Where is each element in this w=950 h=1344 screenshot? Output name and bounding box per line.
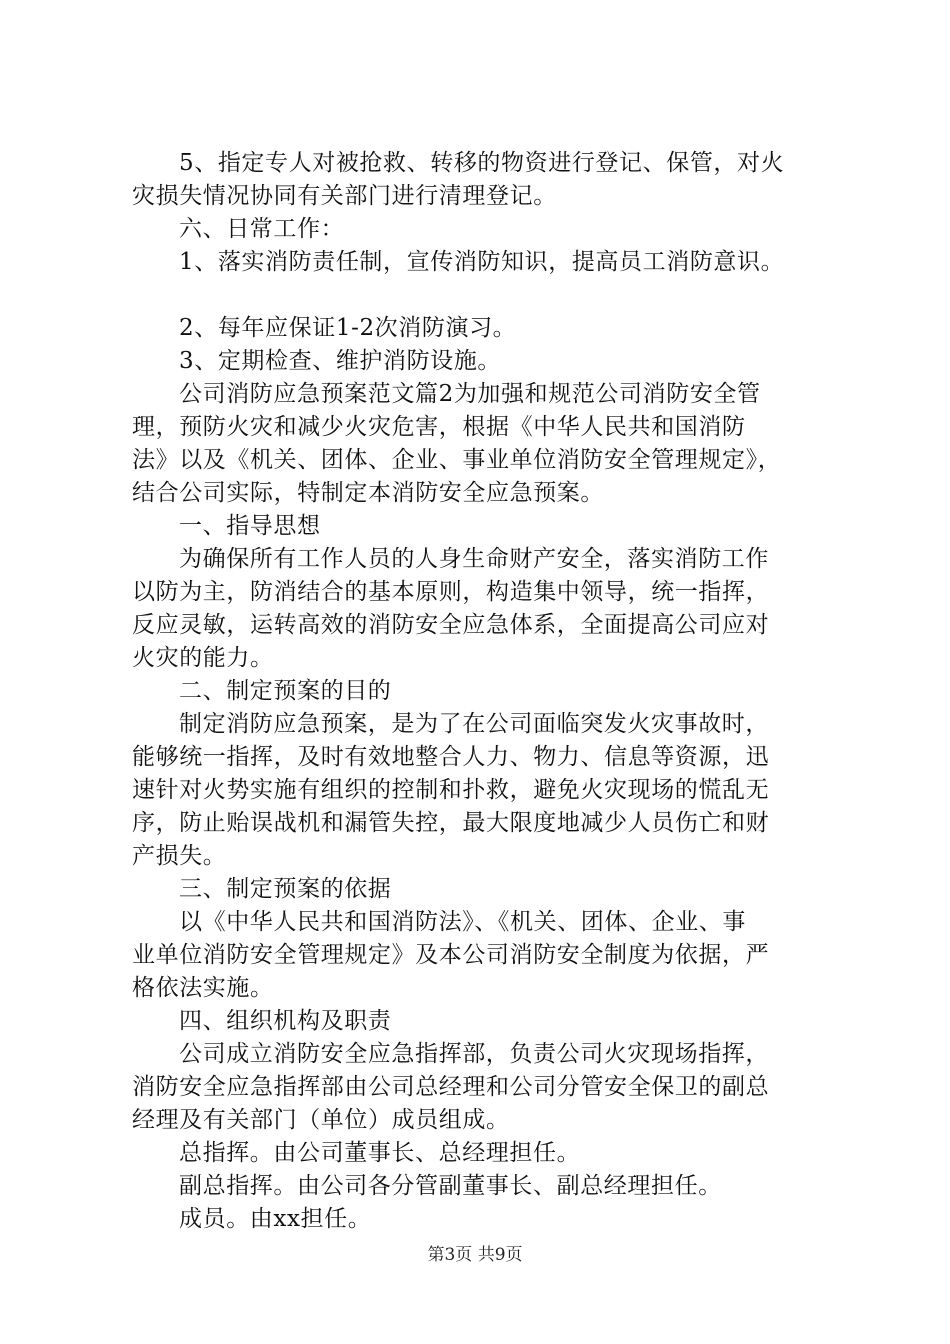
text-line: 1、落实消防责任制，宣传消防知识，提高员工消防意识。 xyxy=(179,249,785,275)
text-line: 3、定期检查、维护消防设施。 xyxy=(179,348,502,374)
text-line: 制定消防应急预案，是为了在公司面临突发火灾事故时， xyxy=(179,711,769,737)
text-line: 格依法实施。 xyxy=(132,975,274,1001)
text-line: 火灾的能力。 xyxy=(132,645,274,671)
page-number-footer: 第3页 共9页 xyxy=(427,1245,523,1265)
section-heading: 三、制定预案的依据 xyxy=(179,876,392,902)
text-line: 经理及有关部门（单位）成员组成。 xyxy=(132,1107,510,1133)
text-line: 5、指定专人对被抢救、转移的物资进行登记、保管，对火 xyxy=(179,150,785,176)
document-body xyxy=(132,147,832,1236)
text-line: 公司消防应急预案范文篇2为加强和规范公司消防安全管 xyxy=(179,381,761,407)
text-line: 为确保所有工作人员的人身生命财产安全，落实消防工作 xyxy=(179,546,769,572)
text-line: 业单位消防安全管理规定》及本公司消防安全制度为依据，严 xyxy=(132,942,770,968)
text-line: 产损失。 xyxy=(132,843,227,869)
blank-line xyxy=(132,279,832,312)
text-line: 序，防止贻误战机和漏管失控，最大限度地减少人员伤亡和财 xyxy=(132,810,770,836)
text-line: 消防安全应急指挥部由公司总经理和公司分管安全保卫的副总 xyxy=(132,1074,770,1100)
text-line: 2、每年应保证1-2次消防演习。 xyxy=(179,315,517,341)
section-heading: 六、日常工作： xyxy=(179,216,345,242)
text-line: 能够统一指挥，及时有效地整合人力、物力、信息等资源，迅 xyxy=(132,744,770,770)
text-line: 公司成立消防安全应急指挥部，负责公司火灾现场指挥， xyxy=(179,1041,769,1067)
text-line: 法》以及《机关、团体、企业、事业单位消防安全管理规定》， xyxy=(132,447,782,473)
text-line: 以防为主，防消结合的基本原则，构造集中领导，统一指挥， xyxy=(132,579,770,605)
text-line: 反应灵敏，运转高效的消防安全应急体系，全面提高公司应对 xyxy=(132,612,770,638)
text-line: 成员。由xx担任。 xyxy=(179,1206,372,1232)
text-line: 结合公司实际，特制定本消防安全应急预案。 xyxy=(132,480,604,506)
text-line: 速针对火势实施有组织的控制和扑救，避免火灾现场的慌乱无 xyxy=(132,777,770,803)
text-line: 总指挥。由公司董事长、总经理担任。 xyxy=(179,1140,581,1166)
section-heading: 二、制定预案的目的 xyxy=(179,678,392,704)
text-line: 以《中华人民共和国消防法》、《机关、团体、企业、事 xyxy=(179,909,746,935)
section-heading: 四、组织机构及职责 xyxy=(179,1008,392,1034)
text-line: 理，预防火灾和减少火灾危害，根据《中华人民共和国消防 xyxy=(132,414,746,440)
section-heading: 一、指导思想 xyxy=(179,513,321,539)
text-line: 副总指挥。由公司各分管副董事长、副总经理担任。 xyxy=(179,1173,722,1199)
text-line: 灾损失情况协同有关部门进行清理登记。 xyxy=(132,183,557,209)
